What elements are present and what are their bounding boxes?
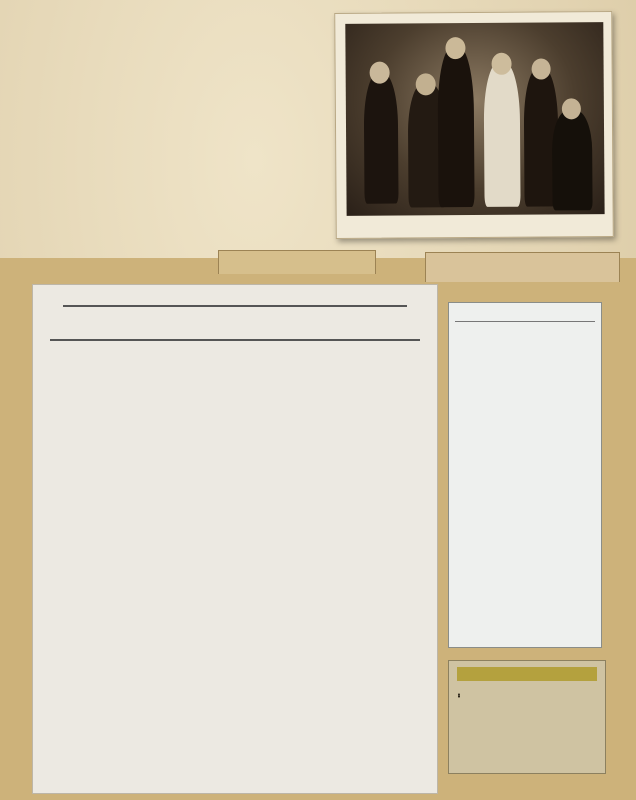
- lectures-card: [32, 284, 438, 794]
- family-photo: [345, 22, 604, 216]
- attachments-title: [457, 667, 597, 681]
- exam-results-card: [448, 302, 602, 648]
- name-tab: [425, 252, 620, 282]
- photo-caption: [337, 230, 613, 232]
- photo-frame: [334, 11, 614, 239]
- attachments-box: [448, 660, 606, 774]
- attachments-list: [457, 691, 465, 693]
- divider: [455, 321, 595, 322]
- chapter-tab: [218, 250, 376, 274]
